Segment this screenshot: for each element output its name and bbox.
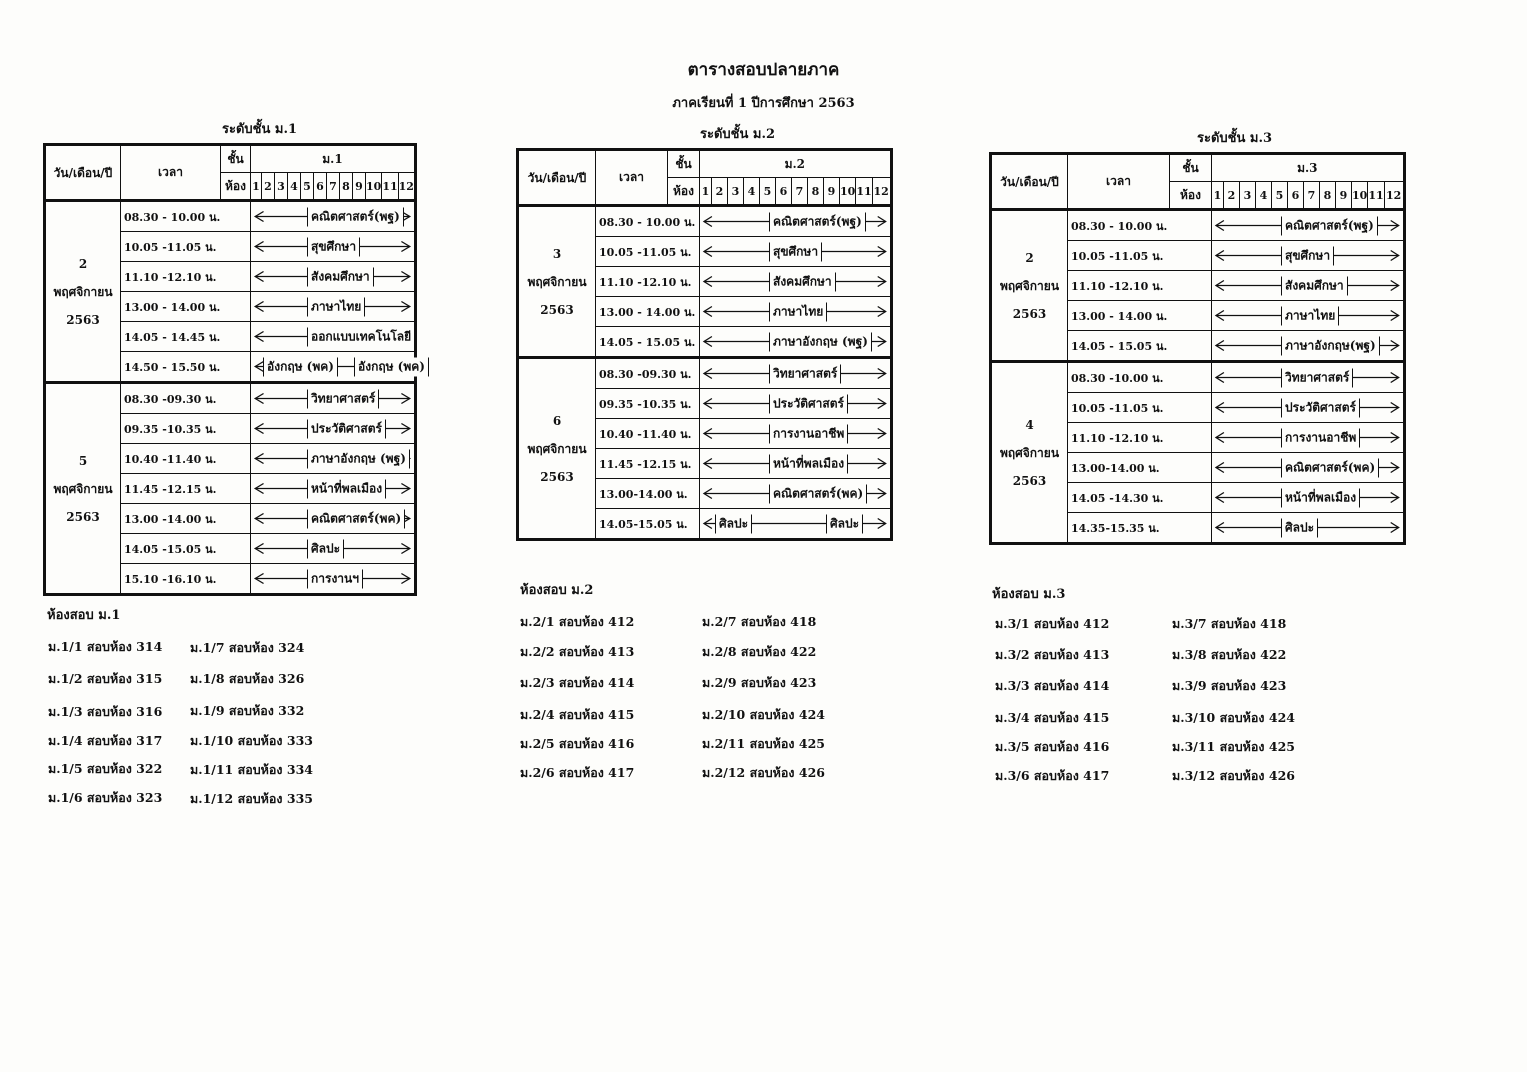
exam-subject-span xyxy=(1212,271,1405,301)
exam-subject: สุขศึกษา xyxy=(769,242,822,261)
exam-time: 08.30 - 10.00 น. xyxy=(596,206,700,237)
room-assignment: ม.3/4 สอบห้อง 415 xyxy=(995,710,1110,725)
header-room-number: 12 xyxy=(398,173,415,201)
header-room-number: 5 xyxy=(301,173,314,201)
room-assignment: ม.2/7 สอบห้อง 418 xyxy=(702,614,817,629)
header-date: วัน/เดือน/ปี xyxy=(45,145,121,201)
exam-subject-span xyxy=(251,322,416,352)
exam-subject-span xyxy=(700,327,892,358)
exam-schedule-table xyxy=(989,152,1406,545)
exam-subject-span xyxy=(700,449,892,479)
exam-time: 14.05 - 14.45 น. xyxy=(121,322,251,352)
room-assignment: ม.2/11 สอบห้อง 425 xyxy=(702,736,825,751)
exam-subject: วิทยาศาสตร์ xyxy=(769,364,841,383)
header-grade-name: ม.3 xyxy=(1212,154,1405,182)
exam-subject-span xyxy=(700,358,892,389)
exam-subject-span xyxy=(700,267,892,297)
room-assignment: ม.1/1 สอบห้อง 314 xyxy=(48,639,163,654)
table-row xyxy=(518,206,892,237)
exam-subject: วิทยาศาสตร์ xyxy=(1281,368,1353,387)
exam-subject: การงานอาชีพ xyxy=(769,424,848,443)
exam-subject: คณิตศาสตร์(พฐ) xyxy=(769,212,866,231)
exam-year: 2563 xyxy=(540,302,574,317)
exam-subject-span xyxy=(251,564,416,595)
exam-subject-span xyxy=(1212,513,1405,544)
exam-year: 2563 xyxy=(66,312,100,327)
room-assignment: ม.2/3 สอบห้อง 414 xyxy=(520,675,635,690)
header-grade-name: ม.2 xyxy=(700,150,892,178)
exam-subject: ศิลปะ xyxy=(307,539,344,558)
exam-time: 11.45 -12.15 น. xyxy=(121,474,251,504)
exam-time: 08.30 -09.30 น. xyxy=(121,383,251,414)
page-title: ตารางสอบปลายภาค xyxy=(687,60,840,80)
room-assignment: ม.3/12 สอบห้อง 426 xyxy=(1172,768,1295,783)
exam-day: 4 xyxy=(1025,417,1034,432)
exam-month: พฤศจิกายน xyxy=(527,441,587,456)
header-room-number: 1 xyxy=(251,173,262,201)
room-assignment: ม.3/2 สอบห้อง 413 xyxy=(995,647,1110,662)
room-assignment: ม.3/9 สอบห้อง 423 xyxy=(1172,678,1287,693)
exam-time: 13.00-14.00 น. xyxy=(1068,453,1212,483)
exam-time: 10.05 -11.05 น. xyxy=(596,237,700,267)
header-time: เวลา xyxy=(121,145,221,201)
room-assignment: ม.3/1 สอบห้อง 412 xyxy=(995,616,1110,631)
exam-time: 14.05 - 15.05 น. xyxy=(1068,331,1212,362)
header-room-number: 7 xyxy=(327,173,340,201)
header-date: วัน/เดือน/ปี xyxy=(518,150,596,206)
exam-subject: หน้าที่พลเมือง xyxy=(769,454,848,473)
exam-subject: คณิตศาสตร์(พค) xyxy=(769,484,867,503)
table-row xyxy=(45,383,416,414)
exam-subject: ประวัติศาสตร์ xyxy=(1281,398,1360,417)
exam-time: 13.00 -14.00 น. xyxy=(121,504,251,534)
exam-date xyxy=(518,206,596,358)
exam-time: 10.40 -11.40 น. xyxy=(596,419,700,449)
exam-subject: คณิตศาสตร์(พฐ) xyxy=(307,207,404,226)
room-assignment: ม.1/10 สอบห้อง 333 xyxy=(190,733,313,748)
exam-day: 2 xyxy=(78,256,88,271)
room-assignment: ม.3/7 สอบห้อง 418 xyxy=(1172,616,1287,631)
room-assignment: ม.1/12 สอบห้อง 335 xyxy=(190,791,313,806)
header-room-number: 7 xyxy=(1304,182,1320,210)
exam-subject-span xyxy=(251,534,416,564)
exam-subject: ออกแบบเทคโนโลยี xyxy=(307,327,415,346)
header-room-number: 4 xyxy=(1256,182,1272,210)
exam-year: 2563 xyxy=(1012,473,1047,488)
header-room-number: 3 xyxy=(1240,182,1256,210)
exam-subject-span xyxy=(1212,301,1405,331)
header-room-number: 4 xyxy=(744,178,760,206)
exam-day: 5 xyxy=(78,453,88,468)
exam-time: 14.05 - 15.05 น. xyxy=(596,327,700,358)
header-room-number: 8 xyxy=(808,178,824,206)
exam-time: 08.30 -10.00 น. xyxy=(1068,362,1212,393)
header-room-number: 5 xyxy=(1272,182,1288,210)
exam-subject: ศิลปะ xyxy=(1281,518,1318,537)
exam-day: 2 xyxy=(1025,250,1034,265)
exam-time: 13.00 - 14.00 น. xyxy=(1068,301,1212,331)
exam-subject-span xyxy=(251,504,416,534)
exam-time: 14.50 - 15.50 น. xyxy=(121,352,251,383)
exam-time: 11.10 -12.10 น. xyxy=(121,262,251,292)
header-room-number: 9 xyxy=(1336,182,1352,210)
header-room-number: 6 xyxy=(776,178,792,206)
header-room-number: 6 xyxy=(314,173,327,201)
header-room-number: 10 xyxy=(1352,182,1368,210)
room-assignment: ม.3/5 สอบห้อง 416 xyxy=(995,739,1110,754)
room-assignment: ม.1/2 สอบห้อง 315 xyxy=(48,671,163,686)
exam-subject: ศิลปะ xyxy=(826,514,863,533)
header-room-number: 12 xyxy=(1384,182,1404,210)
room-assignment: ม.1/9 สอบห้อง 332 xyxy=(190,703,305,718)
exam-subject-span xyxy=(700,237,892,267)
header-grade: ชั้น xyxy=(1170,154,1212,182)
exam-time: 10.05 -11.05 น. xyxy=(1068,393,1212,423)
header-room-number: 3 xyxy=(275,173,288,201)
room-assignment: ม.3/8 สอบห้อง 422 xyxy=(1172,647,1287,662)
exam-time: 11.10 -12.10 น. xyxy=(1068,423,1212,453)
table-row xyxy=(991,362,1405,393)
header-room: ห้อง xyxy=(1170,182,1212,210)
header-room-number: 9 xyxy=(824,178,840,206)
exam-subject: หน้าที่พลเมือง xyxy=(307,479,386,498)
table-row xyxy=(45,201,416,232)
exam-subject-span xyxy=(1212,453,1405,483)
room-assignment: ม.2/8 สอบห้อง 422 xyxy=(702,644,817,659)
header-room-number: 8 xyxy=(340,173,353,201)
page-subtitle: ภาคเรียนที่ 1 ปีการศึกษา 2563 xyxy=(672,96,855,111)
exam-subject-span xyxy=(251,474,416,504)
room-assignment: ม.3/6 สอบห้อง 417 xyxy=(995,768,1110,783)
exam-subject: ศิลปะ xyxy=(715,514,752,533)
exam-year: 2563 xyxy=(66,509,100,524)
exam-subject-span xyxy=(251,232,416,262)
room-assignment: ม.1/8 สอบห้อง 326 xyxy=(190,671,305,686)
exam-subject-span xyxy=(1212,362,1405,393)
header-room-number: 4 xyxy=(288,173,301,201)
room-assignment: ม.2/2 สอบห้อง 413 xyxy=(520,644,635,659)
exam-time: 14.05-15.05 น. xyxy=(596,509,700,540)
header-room-number: 12 xyxy=(872,178,891,206)
header-room-number: 3 xyxy=(728,178,744,206)
exam-year: 2563 xyxy=(1012,306,1047,321)
exam-subject: สังคมศึกษา xyxy=(307,267,374,286)
exam-time: 08.30 -09.30 น. xyxy=(596,358,700,389)
exam-schedule-table xyxy=(43,143,425,596)
header-time: เวลา xyxy=(596,150,668,206)
header-room: ห้อง xyxy=(221,173,251,201)
exam-time: 13.00 - 14.00 น. xyxy=(596,297,700,327)
exam-month: พฤศจิกายน xyxy=(53,284,113,299)
exam-subject-span xyxy=(1212,423,1405,453)
exam-subject: ภาษาอังกฤษ (พฐ) xyxy=(769,332,872,351)
exam-time: 10.05 -11.05 น. xyxy=(121,232,251,262)
exam-time: 09.35 -10.35 น. xyxy=(596,389,700,419)
exam-day: 6 xyxy=(552,413,562,428)
exam-subject: ภาษาไทย xyxy=(307,297,365,316)
exam-time: 13.00 - 14.00 น. xyxy=(121,292,251,322)
exam-date xyxy=(518,358,596,540)
exam-time: 08.30 - 10.00 น. xyxy=(1068,210,1212,241)
header-room-number: 8 xyxy=(1320,182,1336,210)
exam-subject-span xyxy=(251,444,416,474)
header-room-number: 1 xyxy=(1212,182,1224,210)
exam-year: 2563 xyxy=(540,469,574,484)
room-assignment: ม.2/6 สอบห้อง 417 xyxy=(520,765,635,780)
exam-subject-span xyxy=(251,262,416,292)
exam-subject: การงานฯ xyxy=(307,569,363,588)
exam-subject: ภาษาอังกฤษ (พฐ) xyxy=(307,449,410,468)
exam-subject: หน้าที่พลเมือง xyxy=(1281,488,1360,507)
exam-time: 14.05 -14.30 น. xyxy=(1068,483,1212,513)
exam-subject-span xyxy=(251,352,425,383)
exam-subject-span xyxy=(1212,241,1405,271)
room-assignment: ม.2/12 สอบห้อง 426 xyxy=(702,765,825,780)
exam-subject-span xyxy=(700,479,892,509)
level-label: ระดับชั้น ม.1 xyxy=(222,122,298,137)
exam-subject: สังคมศึกษา xyxy=(1281,276,1348,295)
exam-subject: สุขศึกษา xyxy=(1281,246,1334,265)
exam-subject: ภาษาไทย xyxy=(1281,306,1339,325)
header-room-number: 5 xyxy=(760,178,776,206)
rooms-title: ห้องสอบ ม.2 xyxy=(520,583,594,598)
exam-time: 14.35-15.35 น. xyxy=(1068,513,1212,544)
exam-time: 11.10 -12.10 น. xyxy=(1068,271,1212,301)
room-assignment: ม.2/5 สอบห้อง 416 xyxy=(520,736,635,751)
exam-subject-span xyxy=(700,206,892,237)
exam-time: 13.00-14.00 น. xyxy=(596,479,700,509)
exam-time: 10.40 -11.40 น. xyxy=(121,444,251,474)
rooms-title: ห้องสอบ ม.1 xyxy=(47,608,121,623)
exam-time: 11.45 -12.15 น. xyxy=(596,449,700,479)
exam-subject-span xyxy=(700,389,892,419)
exam-subject: สังคมศึกษา xyxy=(769,272,836,291)
exam-subject-span xyxy=(1212,210,1405,241)
header-room-number: 11 xyxy=(856,178,872,206)
header-room-number: 7 xyxy=(792,178,808,206)
exam-time: 15.10 -16.10 น. xyxy=(121,564,251,595)
room-assignment: ม.2/9 สอบห้อง 423 xyxy=(702,675,817,690)
header-room-number: 1 xyxy=(700,178,712,206)
exam-subject-span xyxy=(1212,483,1405,513)
room-assignment: ม.3/11 สอบห้อง 425 xyxy=(1172,739,1295,754)
exam-subject: คณิตศาสตร์(พค) xyxy=(1281,458,1379,477)
room-assignment: ม.1/7 สอบห้อง 324 xyxy=(190,640,305,655)
exam-subject: สุขศึกษา xyxy=(307,237,360,256)
header-room-number: 2 xyxy=(262,173,275,201)
table-row xyxy=(518,358,892,389)
rooms-title: ห้องสอบ ม.3 xyxy=(992,587,1066,602)
exam-subject: การงานอาชีพ xyxy=(1281,428,1360,447)
header-date: วัน/เดือน/ปี xyxy=(991,154,1068,210)
level-label: ระดับชั้น ม.2 xyxy=(700,127,776,142)
header-room-number: 6 xyxy=(1288,182,1304,210)
header-room: ห้อง xyxy=(668,178,700,206)
exam-subject: อังกฤษ (พค) xyxy=(263,357,338,376)
exam-subject-span xyxy=(1212,393,1405,423)
room-assignment: ม.2/1 สอบห้อง 412 xyxy=(520,614,635,629)
exam-day: 3 xyxy=(552,246,562,261)
exam-subject-span xyxy=(1212,331,1405,362)
exam-subject: ประวัติศาสตร์ xyxy=(307,419,386,438)
exam-month: พฤศจิกายน xyxy=(53,481,113,496)
exam-subject-span xyxy=(251,292,416,322)
room-assignment: ม.2/10 สอบห้อง 424 xyxy=(702,707,825,722)
room-assignment: ม.1/6 สอบห้อง 323 xyxy=(48,790,163,805)
room-assignment: ม.1/5 สอบห้อง 322 xyxy=(48,761,163,776)
exam-time: 14.05 -15.05 น. xyxy=(121,534,251,564)
exam-subject-span xyxy=(700,297,892,327)
exam-month: พฤศจิกายน xyxy=(999,278,1060,293)
exam-date xyxy=(45,383,121,595)
exam-date xyxy=(991,210,1068,362)
exam-month: พฤศจิกายน xyxy=(527,274,587,289)
exam-date xyxy=(45,201,121,383)
exam-time: 08.30 - 10.00 น. xyxy=(121,201,251,232)
exam-subject-span xyxy=(700,509,892,540)
exam-schedule-table xyxy=(516,148,893,541)
exam-subject-span xyxy=(700,419,892,449)
header-room-number: 9 xyxy=(353,173,366,201)
exam-time: 11.10 -12.10 น. xyxy=(596,267,700,297)
header-room-number: 10 xyxy=(840,178,856,206)
exam-subject: ประวัติศาสตร์ xyxy=(769,394,848,413)
header-room-number: 11 xyxy=(382,173,398,201)
room-assignment: ม.1/4 สอบห้อง 317 xyxy=(48,733,163,748)
room-assignment: ม.3/3 สอบห้อง 414 xyxy=(995,678,1110,693)
exam-time: 10.05 -11.05 น. xyxy=(1068,241,1212,271)
header-room-number: 10 xyxy=(366,173,382,201)
exam-subject: ภาษาไทย xyxy=(769,302,827,321)
header-room-number: 2 xyxy=(1224,182,1240,210)
room-assignment: ม.1/11 สอบห้อง 334 xyxy=(190,762,313,777)
header-time: เวลา xyxy=(1068,154,1170,210)
exam-subject: คณิตศาสตร์(พฐ) xyxy=(1281,216,1378,235)
header-grade-name: ม.1 xyxy=(251,145,416,173)
exam-date xyxy=(991,362,1068,544)
exam-subject-span xyxy=(251,414,416,444)
header-room-number: 2 xyxy=(712,178,728,206)
exam-subject: คณิตศาสตร์(พค) xyxy=(307,509,405,528)
header-grade: ชั้น xyxy=(668,150,700,178)
header-grade: ชั้น xyxy=(221,145,251,173)
exam-subject-span xyxy=(251,383,416,414)
exam-subject-span xyxy=(251,201,416,232)
level-label: ระดับชั้น ม.3 xyxy=(1197,131,1273,146)
table-row xyxy=(991,210,1405,241)
room-assignment: ม.3/10 สอบห้อง 424 xyxy=(1172,710,1295,725)
exam-subject: วิทยาศาสตร์ xyxy=(307,389,379,408)
room-assignment: ม.2/4 สอบห้อง 415 xyxy=(520,707,635,722)
exam-subject: อังกฤษ (พค) xyxy=(354,357,429,376)
exam-month: พฤศจิกายน xyxy=(999,445,1060,460)
exam-subject: ภาษาอังกฤษ(พฐ) xyxy=(1281,336,1380,355)
room-assignment: ม.1/3 สอบห้อง 316 xyxy=(48,704,163,719)
header-room-number: 11 xyxy=(1368,182,1384,210)
exam-time: 09.35 -10.35 น. xyxy=(121,414,251,444)
